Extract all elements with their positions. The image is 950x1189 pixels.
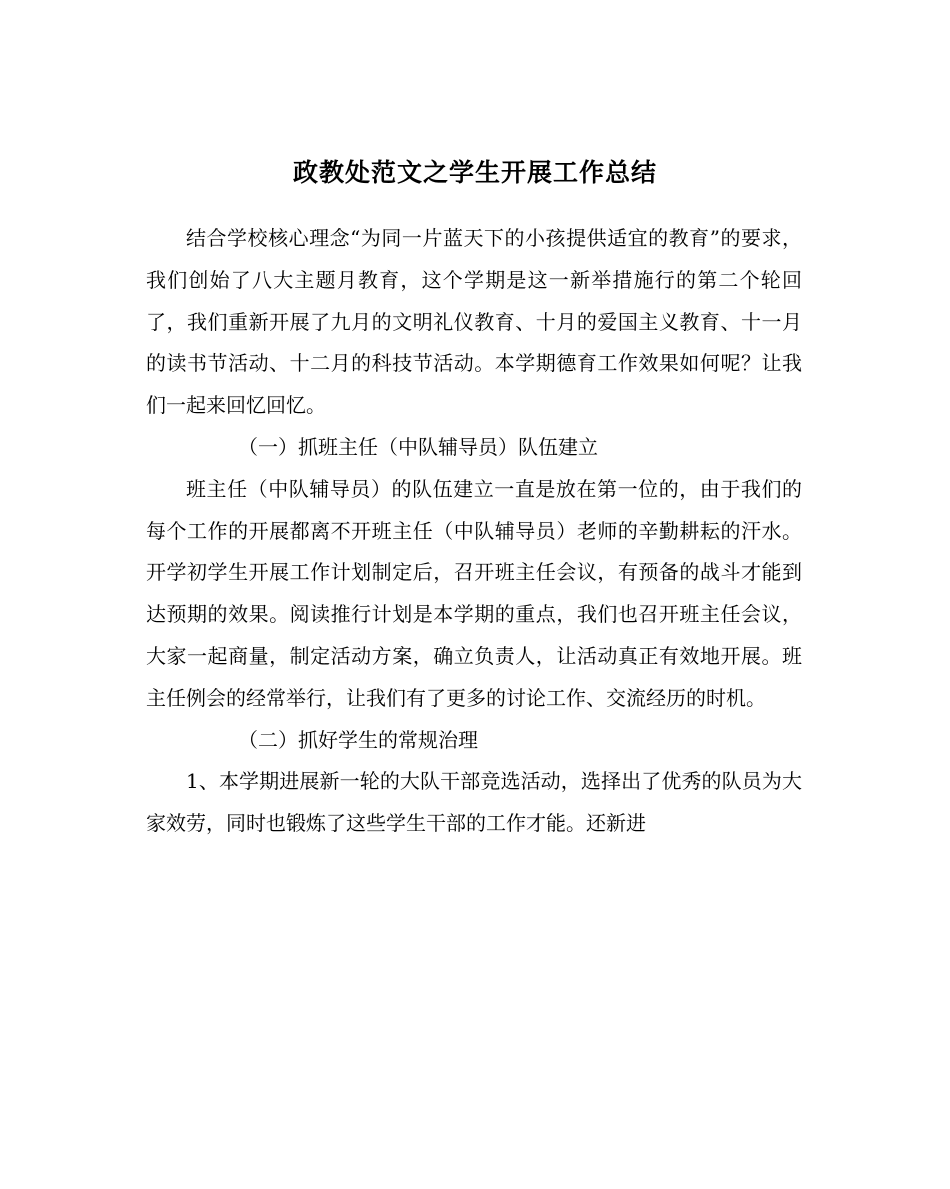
section-heading-2: （二）抓好学生的常规治理: [238, 727, 478, 752]
paragraph-section-2-item-1: 1、本学期进展新一轮的大队干部竞选活动，选择出了优秀的队员为大家效劳，同时也锻炼了这些学生干部的工作才能。还新进: [146, 769, 802, 836]
document-body: [146, 218, 802, 845]
document-title: 政教处范文之学生开展工作总结: [292, 157, 657, 187]
paragraph-section-1: 班主任（中队辅导员）的队伍建立一直是放在第一位的，由于我们的每个工作的开展都离不开班主任（中队辅导员）老师的辛勤耕耘的汗水。开学初学生开展工作计划制定后，召开班主任会议，有预备的战斗才能到达预期的效果。阅读推行计划是本学期的重点，我们也召开班主任会议，大家一起商量，制定活动方案，确立负责人，让活动真正有效地开展。班主任例会的经常举行，让我们有了更多的讨论工作、交流经历的时机。: [146, 476, 802, 710]
section-heading-1: （一）抓班主任（中队辅导员）队伍建立: [238, 434, 598, 459]
paragraph-intro: 结合学校核心理念“为同一片蓝天下的小孩提供适宜的教育”的要求，我们创始了八大主题月教育，这个学期是这一新举措施行的第二个轮回了，我们重新开展了九月的文明礼仪教育、十月的爱国主义教育、十一月的读书节活动、十二月的科技节活动。本学期德育工作效果如何呢？让我们一起来回忆回忆。: [146, 226, 802, 418]
